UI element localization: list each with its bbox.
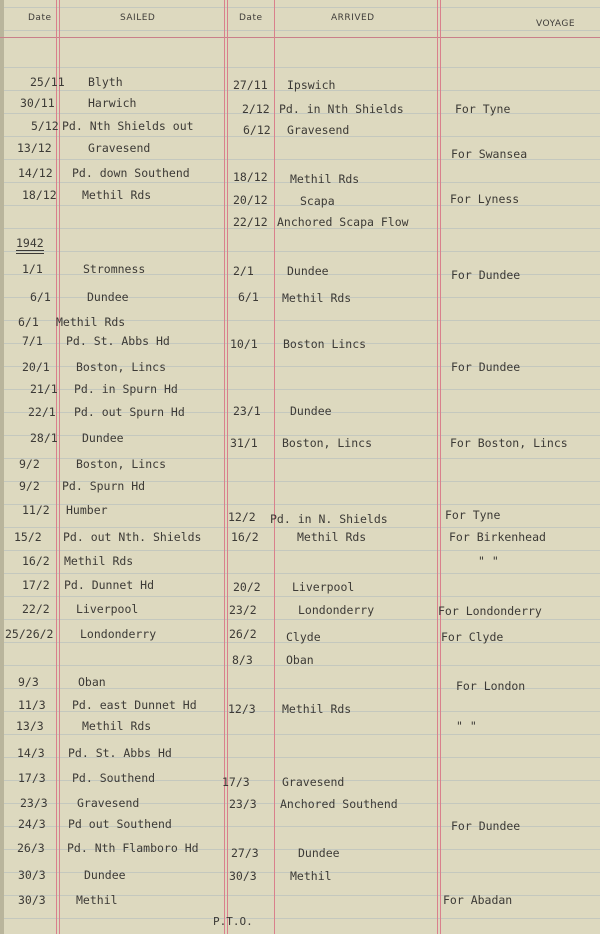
cell-voyage: For Tyne: [455, 102, 511, 116]
cell-voyage: " ": [478, 554, 499, 568]
year-label: 1942: [16, 236, 44, 250]
cell-sailed-place: Dundee: [82, 431, 124, 445]
cell-date-arrived: 12/3: [228, 702, 256, 716]
cell-voyage: For Dundee: [451, 819, 521, 833]
cell-date-sailed: 18/12: [22, 188, 57, 202]
page-edge: [0, 0, 4, 934]
cell-date-sailed: 9/2: [19, 457, 40, 471]
cell-sailed-place: Pd. east Dunnet Hd: [72, 698, 197, 712]
cell-arrived-place: Ipswich: [287, 78, 336, 92]
cell-date-sailed: 30/3: [18, 868, 46, 882]
cell-date-sailed: 9/3: [18, 675, 39, 689]
cell-sailed-place: Pd. out Nth. Shields: [63, 530, 202, 544]
cell-date-sailed: 17/2: [22, 578, 50, 592]
cell-date-sailed: 20/1: [22, 360, 50, 374]
cell-date-sailed: 16/2: [22, 554, 50, 568]
cell-sailed-place: Pd. Southend: [72, 771, 156, 785]
column-rule-arrived: [437, 0, 438, 934]
cell-date-arrived: 6/12: [243, 123, 271, 137]
cell-date-sailed: 26/3: [17, 841, 45, 855]
cell-arrived-place: Anchored Southend: [280, 797, 398, 811]
cell-sailed-place: Boston, Lincs: [76, 457, 167, 471]
cell-date-arrived: 8/3: [232, 653, 253, 667]
cell-sailed-place: Methil Rds: [82, 188, 152, 202]
cell-arrived-place: Dundee: [287, 264, 329, 278]
cell-sailed-place: Dundee: [84, 868, 126, 882]
header-rule: [0, 37, 600, 38]
header-date-sailed: Date: [28, 13, 52, 23]
cell-sailed-place: Blyth: [88, 75, 123, 89]
cell-sailed-place: Oban: [78, 675, 106, 689]
cell-sailed-place: Pd. Spurn Hd: [62, 479, 146, 493]
cell-arrived-place: Clyde: [286, 630, 321, 644]
cell-arrived-place: Methil Rds: [297, 530, 367, 544]
cell-arrived-place: Boston, Lincs: [282, 436, 373, 450]
cell-arrived-place: Gravesend: [282, 775, 345, 789]
cell-sailed-place: Methil: [76, 893, 118, 907]
cell-date-sailed: 21/1: [30, 382, 58, 396]
cell-date-sailed: 15/2: [14, 530, 42, 544]
cell-date-sailed: 7/1: [22, 334, 43, 348]
cell-voyage: For London: [456, 679, 526, 693]
column-rule-date-sailed: [56, 0, 57, 934]
cell-sailed-place: Londonderry: [80, 627, 157, 641]
cell-sailed-place: Pd. Dunnet Hd: [64, 578, 155, 592]
cell-date-sailed: 9/2: [19, 479, 40, 493]
cell-date-sailed: 30/11: [20, 96, 55, 110]
cell-voyage: For Dundee: [451, 360, 521, 374]
column-rule-sailed: [224, 0, 225, 934]
cell-date-arrived: 20/2: [233, 580, 261, 594]
header-voyage: VOYAGE: [536, 19, 576, 29]
cell-date-arrived: 12/2: [228, 510, 256, 524]
cell-voyage: For Birkenhead: [449, 530, 546, 544]
cell-date-sailed: 11/3: [18, 698, 46, 712]
cell-sailed-place: Humber: [66, 503, 108, 517]
cell-date-sailed: 22/2: [22, 602, 50, 616]
cell-sailed-place: Pd. St. Abbs Hd: [68, 746, 172, 760]
cell-date-sailed: 1/1: [22, 262, 43, 276]
cell-arrived-place: Oban: [286, 653, 314, 667]
cell-sailed-place: Dundee: [87, 290, 129, 304]
cell-arrived-place: Dundee: [298, 846, 340, 860]
cell-sailed-place: Pd. in Spurn Hd: [74, 382, 178, 396]
cell-arrived-place: Liverpool: [292, 580, 355, 594]
cell-date-sailed: 13/3: [16, 719, 44, 733]
cell-arrived-place: Methil Rds: [282, 291, 352, 305]
header-sailed: SAILED: [120, 13, 156, 23]
cell-voyage: For Clyde: [441, 630, 504, 644]
cell-voyage: For Boston, Lincs: [450, 436, 568, 450]
cell-date-sailed: 30/3: [18, 893, 46, 907]
cell-date-arrived: 6/1: [238, 290, 259, 304]
cell-arrived-place: Boston Lincs: [283, 337, 367, 351]
cell-date-arrived: 23/3: [229, 797, 257, 811]
cell-date-arrived: 31/1: [230, 436, 258, 450]
cell-date-arrived: 18/12: [233, 170, 268, 184]
cell-sailed-place: Gravesend: [88, 141, 151, 155]
cell-sailed-place: Stromness: [83, 262, 146, 276]
cell-date-sailed: 5/12: [31, 119, 59, 133]
cell-date-sailed: 28/1: [30, 431, 58, 445]
cell-date-sailed: 6/1: [30, 290, 51, 304]
header-date-arrived: Date: [239, 13, 263, 23]
cell-arrived-place: Dundee: [290, 404, 332, 418]
cell-date-arrived: 27/11: [233, 78, 268, 92]
cell-date-arrived: 16/2: [231, 530, 259, 544]
cell-voyage: " ": [456, 719, 477, 733]
cell-date-sailed: 14/12: [18, 166, 53, 180]
cell-voyage: For Lyness: [450, 192, 520, 206]
cell-arrived-place: Londonderry: [298, 603, 375, 617]
cell-date-arrived: 10/1: [230, 337, 258, 351]
cell-arrived-place: Pd. in Nth Shields: [279, 102, 404, 116]
cell-sailed-place: Pd out Southend: [68, 817, 172, 831]
cell-date-arrived: 23/1: [233, 404, 261, 418]
cell-date-arrived: 23/2: [229, 603, 257, 617]
cell-date-sailed: 22/1: [28, 405, 56, 419]
cell-arrived-place: Pd. in N. Shields: [270, 512, 388, 526]
cell-voyage: For Londonderry: [438, 604, 542, 618]
cell-sailed-place: Liverpool: [76, 602, 139, 616]
cell-arrived-place: Gravesend: [287, 123, 350, 137]
cell-date-sailed: 13/12: [17, 141, 52, 155]
cell-voyage: For Dundee: [451, 268, 521, 282]
cell-date-sailed: 25/26/2: [5, 627, 54, 641]
cell-date-sailed: 14/3: [17, 746, 45, 760]
cell-sailed-place: Methil Rds: [82, 719, 152, 733]
cell-date-sailed: 11/2: [22, 503, 50, 517]
column-rule-date-arrived: [274, 0, 275, 934]
cell-sailed-place: Pd. down Southend: [72, 166, 190, 180]
cell-arrived-place: Methil Rds: [282, 702, 352, 716]
cell-arrived-place: Methil: [290, 869, 332, 883]
cell-date-arrived: 27/3: [231, 846, 259, 860]
cell-sailed-place: Pd. out Spurn Hd: [74, 405, 185, 419]
cell-sailed-place: Pd. Nth Flamboro Hd: [67, 841, 199, 855]
cell-sailed-place: Methil Rds: [64, 554, 134, 568]
cell-date-arrived: 26/2: [229, 627, 257, 641]
cell-sailed-place: Harwich: [88, 96, 137, 110]
cell-voyage: For Abadan: [443, 893, 513, 907]
cell-date-sailed: 25/11: [30, 75, 65, 89]
header-arrived: ARRIVED: [331, 13, 375, 23]
cell-sailed-place: Boston, Lincs: [76, 360, 167, 374]
cell-sailed-place: Pd. St. Abbs Hd: [66, 334, 170, 348]
cell-date-sailed: 23/3: [20, 796, 48, 810]
cell-sailed-place: Pd. Nth Shields out: [62, 119, 194, 133]
cell-arrived-place: Methil Rds: [290, 172, 360, 186]
cell-arrived-place: Anchored Scapa Flow: [277, 215, 409, 229]
cell-date-sailed: 17/3: [18, 771, 46, 785]
cell-date-sailed: 6/1: [18, 315, 39, 329]
footer-pto: P.T.O.: [213, 915, 253, 928]
cell-voyage: For Swansea: [451, 147, 528, 161]
cell-sailed-place: Methil Rds: [56, 315, 126, 329]
cell-date-arrived: 22/12: [233, 215, 268, 229]
cell-date-arrived: 2/1: [233, 264, 254, 278]
cell-date-arrived: 20/12: [233, 193, 268, 207]
cell-sailed-place: Gravesend: [77, 796, 140, 810]
cell-voyage: For Tyne: [445, 508, 501, 522]
cell-arrived-place: Scapa: [300, 194, 335, 208]
cell-date-sailed: 24/3: [18, 817, 46, 831]
cell-date-arrived: 30/3: [229, 869, 257, 883]
cell-date-arrived: 17/3: [222, 775, 250, 789]
cell-date-arrived: 2/12: [242, 102, 270, 116]
